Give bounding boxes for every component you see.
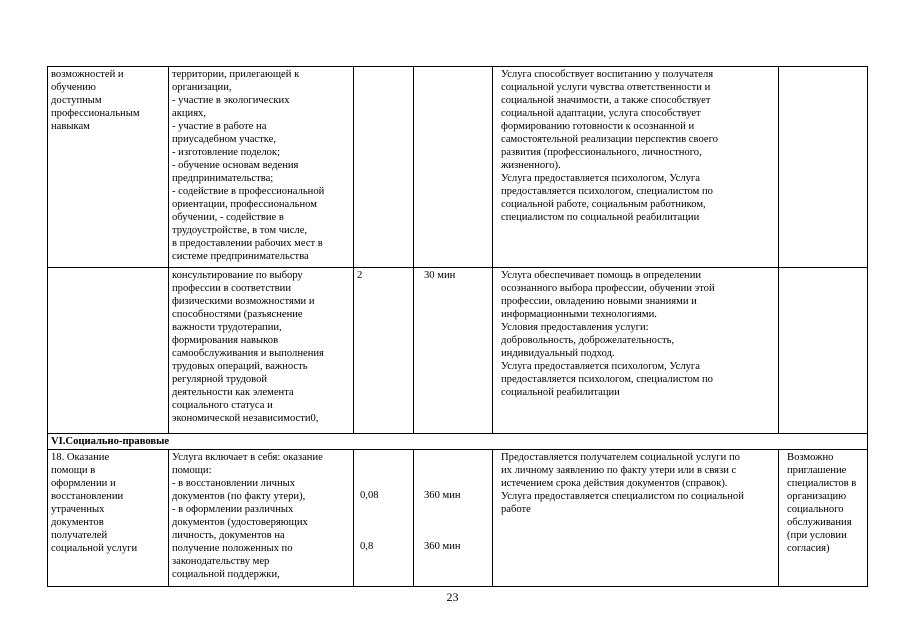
service-name-cell	[48, 268, 169, 434]
duration-value-2: 360 мин	[424, 541, 461, 552]
services-table	[47, 66, 868, 587]
service-name-cell: 18. Оказание помощи в оформлении и восстановлении утраченных документов получателей социальной услуги	[48, 450, 169, 587]
conditions-cell: Услуга способствует воспитанию у получателя социальной услуги чувства ответственности и социальной значимости, а также способствует социальной адаптации, услуга способствует формированию готовности к осознанной и самостоятельной реализации перспектив своего развития (профессионального, личностного, жизненного). Услуга предоставляется психологом, Услуга предоставляется психологом, специалистом по социальной работе, социальным работником, специалистом по социальной реабилитации	[493, 67, 779, 268]
duration-value-1: 360 мин	[424, 490, 461, 501]
service-name-cell: возможностей и обучению доступным профессиональным навыкам	[48, 67, 169, 268]
service-content-cell: территории, прилегающей к организации, - участие в экологических акциях, - участие в работе на приусадебном участке, - изготовление поделок; - обучение основам ведения предпринимательства; - содействие в профессиональной ориентации, профессиональном обучении, - содействие в трудоустройстве, в том числе, в предоставлении рабочих мест в системе предпринимательства	[169, 67, 354, 268]
service-content-cell: Услуга включает в себя: оказание помощи: - в восстановлении личных документов (по факту утери), - в оформлении различных документов (удостоверяющих личность, документов на получение положенных по законодательству мер социальной поддержки,	[169, 450, 354, 587]
section-row	[48, 434, 868, 450]
quantity-cell	[354, 450, 414, 587]
conditions-cell: Услуга обеспечивает помощь в определении осознанного выбора профессии, обучении этой профессии, овладению новыми знаниями и информационными технологиями. Условия предоставления услуги: добровольность, доброжелательность, индивидуальный подход. Услуга предоставляется психологом, Услуга предоставляется психологом, специалистом по социальной реабилитации	[493, 268, 779, 434]
notes-cell	[779, 268, 868, 434]
page-number: 23	[446, 590, 459, 604]
duration-cell	[414, 450, 493, 587]
table-row	[48, 450, 868, 587]
notes-cell	[779, 67, 868, 268]
quantity-value-2: 0,8	[360, 541, 374, 552]
service-content-cell: консультирование по выбору профессии в соответствии физическими возможностями и способностями (разъяснение важности трудотерапии, формирования навыков самообслуживания и выполнения трудовых операций, важность регулярной трудовой деятельности как элемента социального статуса и экономической независимости0,	[169, 268, 354, 434]
quantity-cell: 2	[354, 268, 414, 434]
notes-cell: Возможно приглашение специалистов в организацию социального обслуживания (при условии согласия)	[779, 450, 868, 587]
quantity-cell	[354, 67, 414, 268]
conditions-cell: Предоставляется получателем социальной услуги по их личному заявлению по факту утери или в связи с истечением срока действия документов (справок). Услуга предоставляется специалистом по социальной работе	[493, 450, 779, 587]
quantity-value-1: 0,08	[360, 490, 379, 501]
table-row	[48, 67, 868, 268]
duration-cell: 30 мин	[414, 268, 493, 434]
duration-cell	[414, 67, 493, 268]
section-heading: VI.Социально-правовые	[48, 434, 868, 450]
table-row	[48, 268, 868, 434]
